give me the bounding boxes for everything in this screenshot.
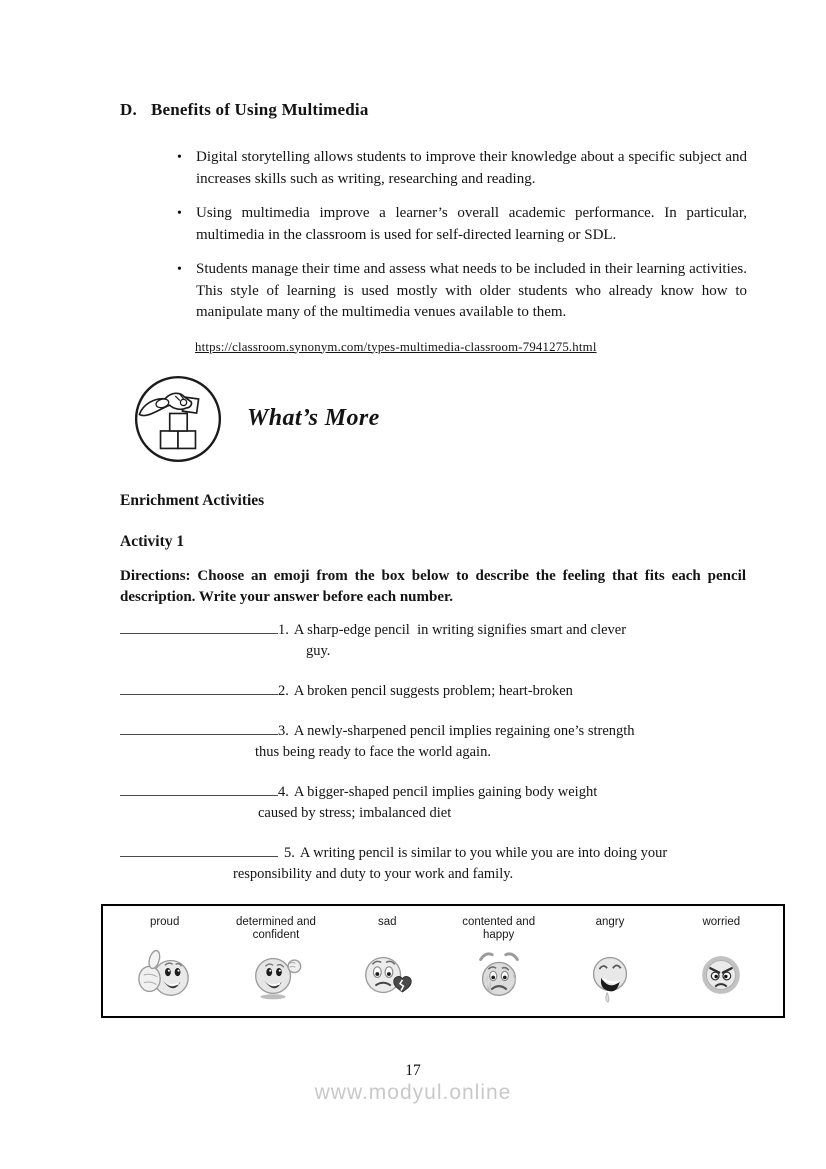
answer-blank [120, 621, 278, 634]
emoji-label: worried [702, 915, 741, 928]
answer-blank [120, 844, 278, 857]
answer-blank [120, 783, 278, 796]
enrichment-activities-heading: Enrichment Activities [120, 491, 265, 509]
answer-blank [120, 722, 278, 735]
question-line [120, 782, 786, 803]
bullet-marker-icon: • [177, 206, 182, 221]
question-text: A bigger-shaped pencil implies gaining body weight [293, 783, 598, 800]
section-letter: D. [120, 100, 137, 119]
watermark-text: www.modyul.online [314, 1080, 512, 1104]
question-number: 1. [278, 621, 289, 638]
sad-broken-heart-emoji-icon [358, 946, 416, 1004]
whats-more-title: What’s More [247, 405, 380, 431]
benefit-bullet-text: Digital storytelling allows students to improve their knowledge about a specific subject and increases skills such as writing, researching and reading. [196, 149, 747, 187]
question-item [120, 681, 786, 702]
proud-thumbs-up-emoji-icon [136, 946, 194, 1004]
page-number: 17 [405, 1061, 421, 1079]
activity-1-heading: Activity 1 [120, 532, 185, 550]
question-line [120, 620, 786, 641]
question-line [120, 681, 786, 702]
source-link-row [195, 338, 826, 356]
whats-more-banner [132, 373, 826, 465]
question-number: 3. [278, 722, 289, 739]
emoji-label: sad [378, 915, 397, 928]
contented-happy-emoji-icon [470, 946, 528, 1004]
question-number: 2. [278, 682, 289, 699]
bullet-marker-icon: • [177, 150, 182, 165]
benefit-bullet [175, 203, 747, 246]
section-heading [120, 100, 826, 120]
question-text-continued: responsibility and duty to your work and family. [233, 865, 514, 882]
question-text-continued: guy. [306, 642, 331, 659]
emoji-option [109, 916, 220, 1012]
question-list [120, 620, 786, 885]
emoji-option [332, 916, 443, 1012]
question-item [120, 843, 786, 885]
source-hyperlink[interactable]: https://classroom.synonym.com/types-multimedia-classroom-7941275.html [195, 339, 597, 354]
emoji-option [666, 916, 777, 1012]
benefit-bullet [175, 147, 747, 190]
emoji-option [554, 916, 665, 1012]
emoji-label: contented and happy [462, 915, 536, 941]
answer-blank [120, 682, 278, 695]
angry-emoji-icon [581, 946, 639, 1004]
determined-fist-emoji-icon [247, 946, 305, 1004]
benefit-bullet-text: Students manage their time and assess what needs to be included in their learning activities. This style of learning is used mostly with older students who already know how to manipulate many of the multimedia venues available to them. [196, 261, 747, 320]
question-text: A broken pencil suggests problem; heart-broken [293, 682, 573, 699]
question-item [120, 721, 786, 763]
bullet-marker-icon: • [177, 262, 182, 277]
benefit-bullet [175, 259, 747, 324]
benefits-bullet-list [175, 147, 747, 324]
benefit-bullet-text: Using multimedia improve a learner’s overall academic performance. In particular, multimedia in the classroom is used for self-directed learning or SDL. [196, 205, 747, 243]
question-number: 5. [284, 844, 295, 861]
hand-stacking-blocks-icon [132, 373, 224, 465]
question-text-continued: thus being ready to face the world again. [255, 743, 491, 760]
question-number: 4. [278, 783, 289, 800]
emoji-label: determined and confident [236, 915, 316, 941]
emoji-option [443, 916, 554, 1012]
emoji-choice-box [101, 904, 785, 1018]
emoji-label: proud [149, 915, 180, 928]
worried-emoji-icon [692, 946, 750, 1004]
directions-text: Directions: Choose an emoji from the box below to describe the feeling that fits each pencil description. Write your answer before each number. [120, 567, 746, 605]
emoji-label: angry [595, 915, 625, 928]
question-line [120, 721, 786, 742]
question-line [120, 843, 786, 864]
emoji-option [220, 916, 331, 1012]
question-text: A sharp-edge pencil in writing signifies smart and clever [293, 621, 627, 638]
question-text: A writing pencil is similar to you while you are into doing your [299, 844, 668, 861]
section-title: Benefits of Using Multimedia [150, 100, 369, 119]
question-text-continued: caused by stress; imbalanced diet [258, 804, 452, 821]
question-text: A newly-sharpened pencil implies regaining one’s strength [293, 722, 635, 739]
question-item [120, 782, 786, 824]
question-item [120, 620, 786, 662]
